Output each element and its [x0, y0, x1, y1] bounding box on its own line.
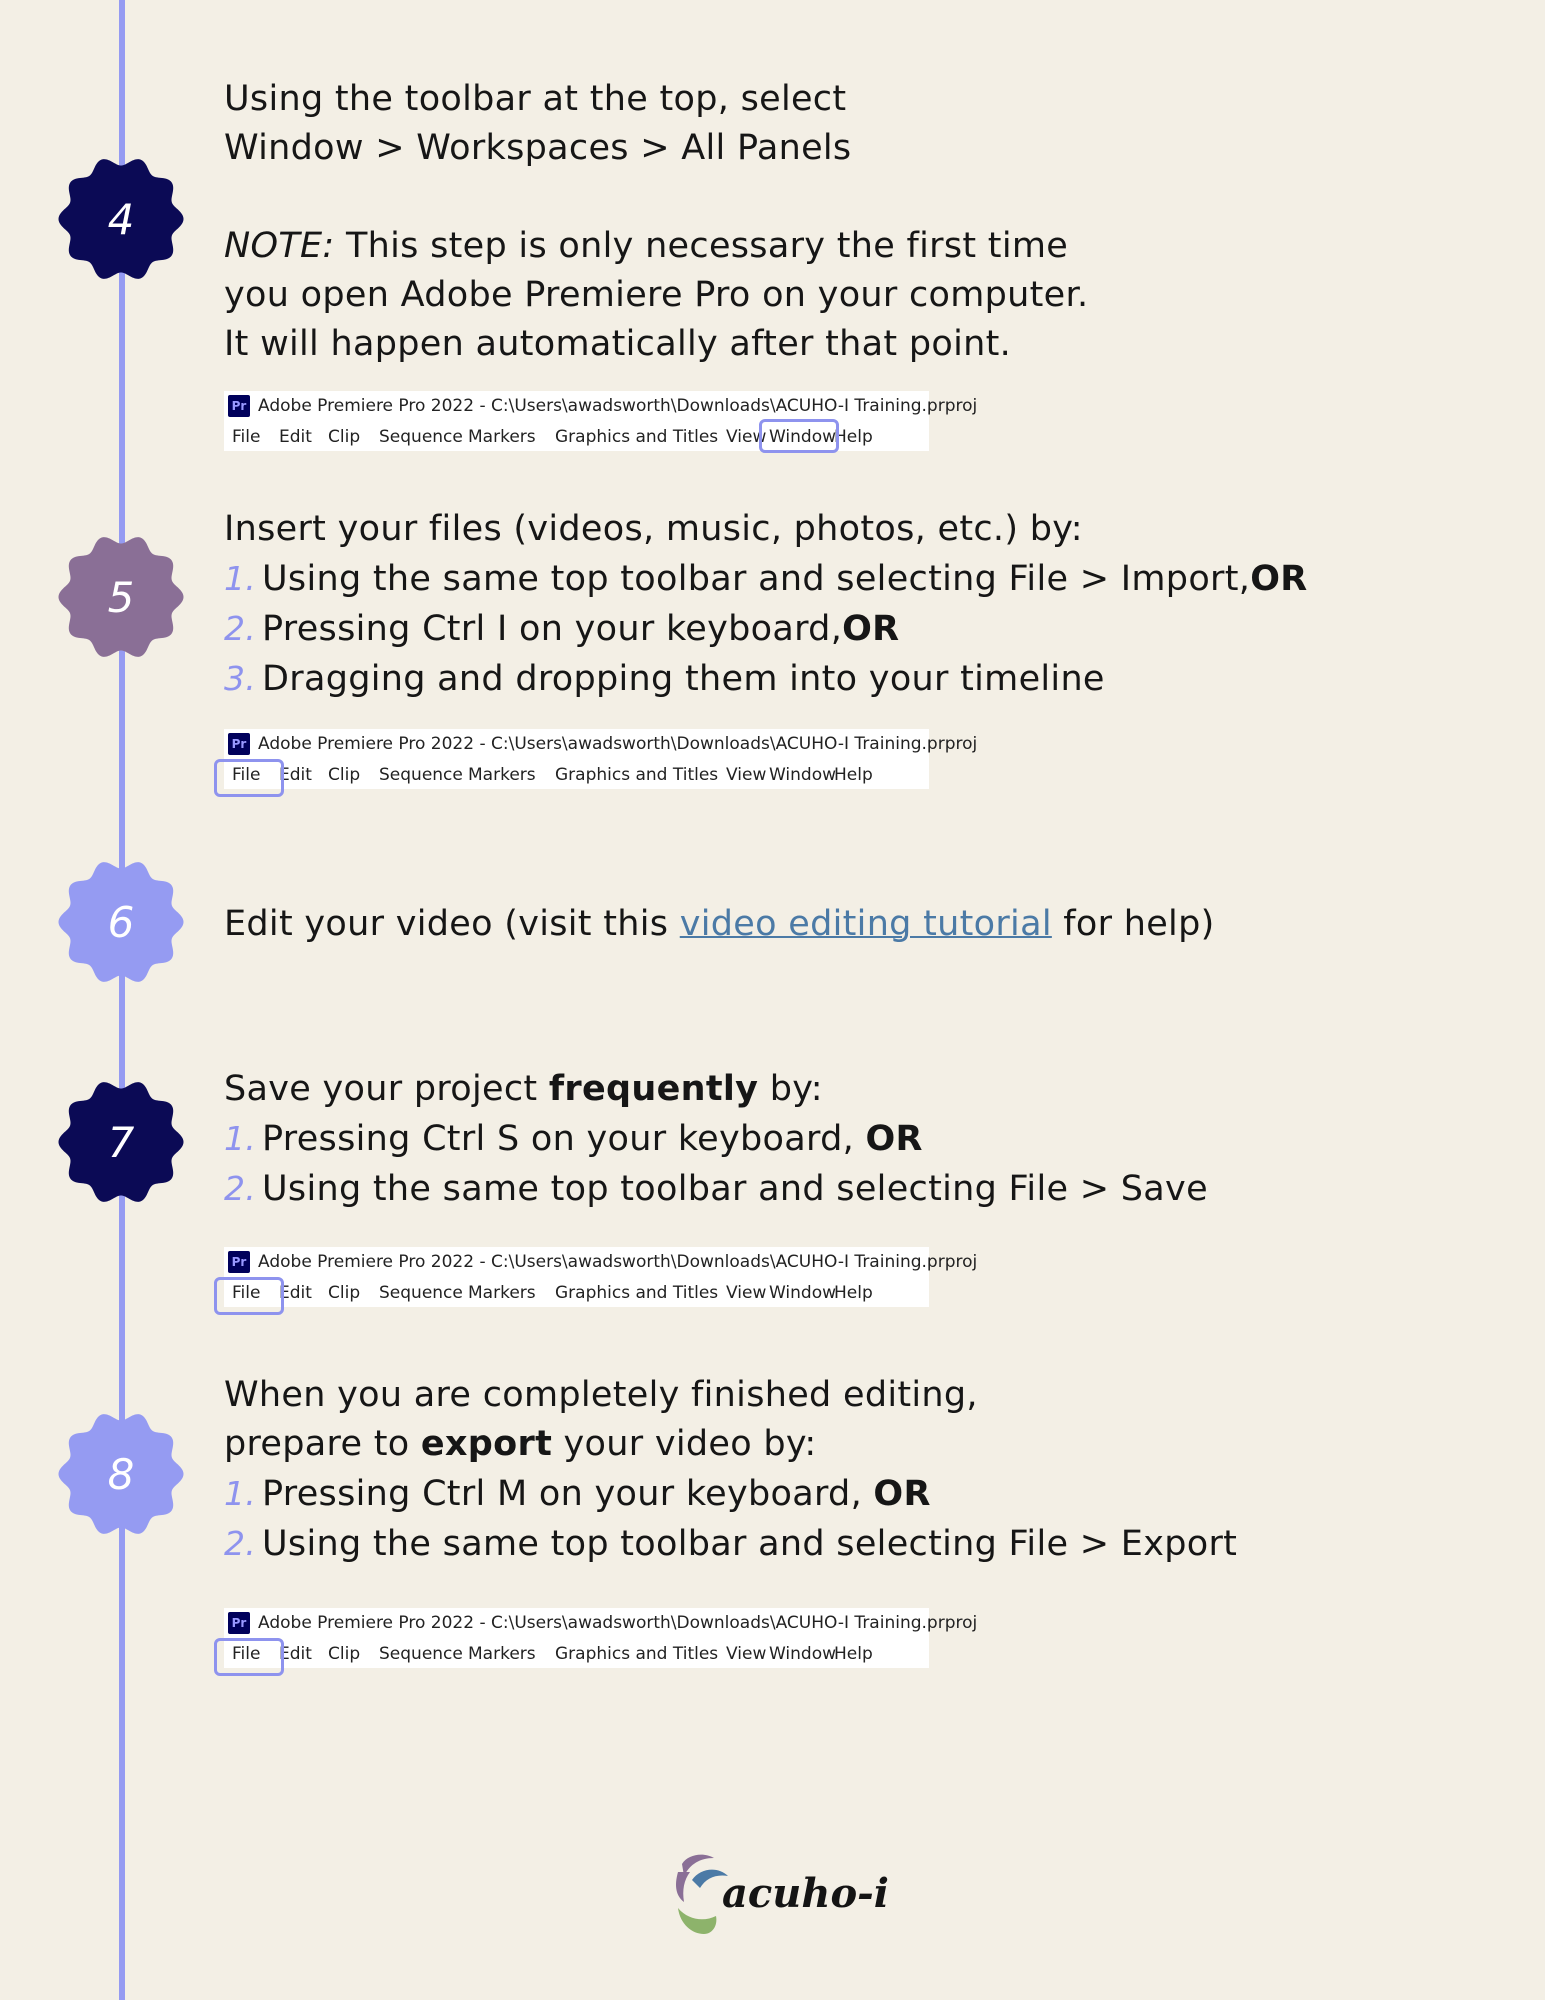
menu-item-edit[interactable]: Edit — [279, 765, 312, 785]
menu-bar — [224, 1277, 929, 1307]
premiere-menu-screenshot — [224, 729, 978, 789]
list-item — [224, 654, 1308, 704]
menu-item-window[interactable]: Window — [769, 1644, 837, 1664]
step-number: 7 — [107, 1117, 135, 1167]
premiere-app-icon: Pr — [228, 1251, 250, 1273]
instruction-line: Insert your files (videos, music, photos, etc.) by: — [224, 509, 1083, 549]
note-line: you open Adobe Premiere Pro on your computer. — [224, 275, 1089, 315]
list-text: Dragging and dropping them into your timeline — [262, 659, 1105, 699]
menu-item-help[interactable]: Help — [834, 427, 873, 447]
instruction-line: Using the toolbar at the top, select — [224, 79, 847, 119]
menu-item-view[interactable]: View — [726, 427, 767, 447]
menu-highlight-box — [759, 419, 839, 453]
note-label: NOTE: — [224, 226, 335, 266]
menu-item-clip[interactable]: Clip — [328, 427, 361, 447]
step-number: 4 — [107, 194, 135, 244]
text: Save your project — [224, 1069, 549, 1109]
menu-item-file[interactable]: File — [232, 1644, 261, 1664]
step-8-text — [224, 1371, 1237, 1569]
step-badge-4 — [57, 155, 185, 283]
list-text: Pressing Ctrl S on your keyboard, — [262, 1119, 866, 1159]
list-number: 3. — [224, 659, 257, 698]
menu-item-file[interactable]: File — [232, 1283, 261, 1303]
menu-highlight-box — [214, 759, 284, 797]
note-line: It will happen automatically after that point. — [224, 324, 1012, 364]
list-number: 1. — [224, 1474, 257, 1513]
menu-item-sequence[interactable]: Sequence — [379, 427, 463, 447]
instruction-line: When you are completely finished editing, — [224, 1375, 978, 1415]
menu-item-window[interactable]: Window — [769, 765, 837, 785]
list-number: 1. — [224, 559, 257, 598]
list-bold: OR — [873, 1474, 931, 1514]
menu-bar — [224, 759, 929, 789]
menu-item-edit[interactable]: Edit — [279, 1644, 312, 1664]
text: prepare to — [224, 1424, 421, 1464]
text: by: — [758, 1069, 823, 1109]
text-before: Edit your video (visit this — [224, 904, 680, 944]
instruction-line — [224, 1420, 1237, 1469]
note-line — [224, 222, 1088, 271]
step-number: 8 — [107, 1449, 135, 1499]
menu-item-markers[interactable]: Markers — [468, 1283, 536, 1303]
window-title-bar — [228, 1611, 977, 1635]
menu-item-graphics-and-titles[interactable]: Graphics and Titles — [555, 1644, 719, 1664]
menu-item-sequence[interactable]: Sequence — [379, 1644, 463, 1664]
step-6-text — [224, 900, 1215, 949]
menu-item-view[interactable]: View — [726, 765, 767, 785]
menu-item-help[interactable]: Help — [834, 765, 873, 785]
list-bold: OR — [842, 609, 900, 649]
list-number: 2. — [224, 1524, 257, 1563]
list-item — [224, 1469, 1237, 1519]
list-text: Pressing Ctrl I on your keyboard, — [262, 609, 843, 649]
list-item — [224, 554, 1308, 604]
video-editing-tutorial-link[interactable]: video editing tutorial — [679, 904, 1052, 944]
window-title-bar — [228, 732, 977, 756]
window-title-bar — [228, 1250, 977, 1274]
menu-item-view[interactable]: View — [726, 1644, 767, 1664]
window-title: Adobe Premiere Pro 2022 - C:\Users\awadsworth\Downloads\ACUHO-I Training.prproj — [258, 1252, 978, 1272]
list-text: Pressing Ctrl M on your keyboard, — [262, 1474, 874, 1514]
list-number: 2. — [224, 609, 257, 648]
step-badge-6 — [57, 858, 185, 986]
menu-item-file[interactable]: File — [232, 427, 261, 447]
menu-item-help[interactable]: Help — [834, 1644, 873, 1664]
list-text: Using the same top toolbar and selecting File > Save — [262, 1169, 1208, 1209]
menu-item-edit[interactable]: Edit — [279, 1283, 312, 1303]
premiere-menu-screenshot — [224, 1247, 978, 1307]
menu-item-graphics-and-titles[interactable]: Graphics and Titles — [555, 427, 719, 447]
window-title: Adobe Premiere Pro 2022 - C:\Users\awadsworth\Downloads\ACUHO-I Training.prproj — [258, 734, 978, 754]
premiere-app-icon: Pr — [228, 1612, 250, 1634]
menu-item-clip[interactable]: Clip — [328, 1644, 361, 1664]
step-badge-8 — [57, 1410, 185, 1538]
instruction-line — [224, 900, 1215, 949]
menu-item-help[interactable]: Help — [834, 1283, 873, 1303]
list-bold: OR — [865, 1119, 923, 1159]
window-title-bar — [228, 394, 977, 418]
step-5-text — [224, 505, 1308, 704]
list-bold: OR — [1250, 559, 1308, 599]
instruction-line — [224, 1065, 1208, 1114]
bold-text: export — [420, 1424, 553, 1464]
menu-item-markers[interactable]: Markers — [468, 765, 536, 785]
menu-item-sequence[interactable]: Sequence — [379, 765, 463, 785]
menu-item-window[interactable]: Window — [769, 1283, 837, 1303]
menu-item-file[interactable]: File — [232, 765, 261, 785]
list-number: 2. — [224, 1169, 257, 1208]
list-text: Using the same top toolbar and selecting File > Import, — [262, 559, 1251, 599]
menu-item-clip[interactable]: Clip — [328, 1283, 361, 1303]
list-item — [224, 1519, 1237, 1569]
menu-item-clip[interactable]: Clip — [328, 765, 361, 785]
step-7-text — [224, 1065, 1208, 1214]
list-number: 1. — [224, 1119, 257, 1158]
step-number: 6 — [107, 897, 135, 947]
text: your video by: — [552, 1424, 817, 1464]
step-4-text — [224, 75, 1088, 369]
note-text: This step is only necessary the first time — [334, 226, 1069, 266]
logo-text: acuho-i — [722, 1870, 889, 1917]
menu-item-view[interactable]: View — [726, 1283, 767, 1303]
menu-item-markers[interactable]: Markers — [468, 1644, 536, 1664]
menu-item-graphics-and-titles[interactable]: Graphics and Titles — [555, 765, 719, 785]
bold-text: frequently — [548, 1069, 759, 1109]
step-badge-5 — [57, 533, 185, 661]
window-title: Adobe Premiere Pro 2022 - C:\Users\awadsworth\Downloads\ACUHO-I Training.prproj — [258, 1613, 978, 1633]
menu-item-graphics-and-titles[interactable]: Graphics and Titles — [555, 1283, 719, 1303]
menu-item-window[interactable]: Window — [769, 427, 837, 447]
menu-item-edit[interactable]: Edit — [279, 427, 312, 447]
menu-highlight-box — [214, 1638, 284, 1676]
menu-item-sequence[interactable]: Sequence — [379, 1283, 463, 1303]
menu-highlight-box — [214, 1277, 284, 1315]
menu-bar — [224, 1638, 929, 1668]
premiere-menu-screenshot — [224, 391, 978, 451]
premiere-menu-screenshot — [224, 1608, 978, 1668]
premiere-app-icon: Pr — [228, 395, 250, 417]
step-number: 5 — [107, 572, 135, 622]
text-after: for help) — [1051, 904, 1215, 944]
menu-item-markers[interactable]: Markers — [468, 427, 536, 447]
list-item — [224, 1114, 1208, 1164]
step-badge-7 — [57, 1078, 185, 1206]
premiere-app-icon: Pr — [228, 733, 250, 755]
timeline-line — [119, 0, 125, 2000]
list-item — [224, 604, 1308, 654]
list-text: Using the same top toolbar and selecting File > Export — [262, 1524, 1238, 1564]
instruction-line: Window > Workspaces > All Panels — [224, 128, 852, 168]
window-title: Adobe Premiere Pro 2022 - C:\Users\awadsworth\Downloads\ACUHO-I Training.prproj — [258, 396, 978, 416]
acuho-i-logo — [670, 1850, 889, 1938]
list-item — [224, 1164, 1208, 1214]
